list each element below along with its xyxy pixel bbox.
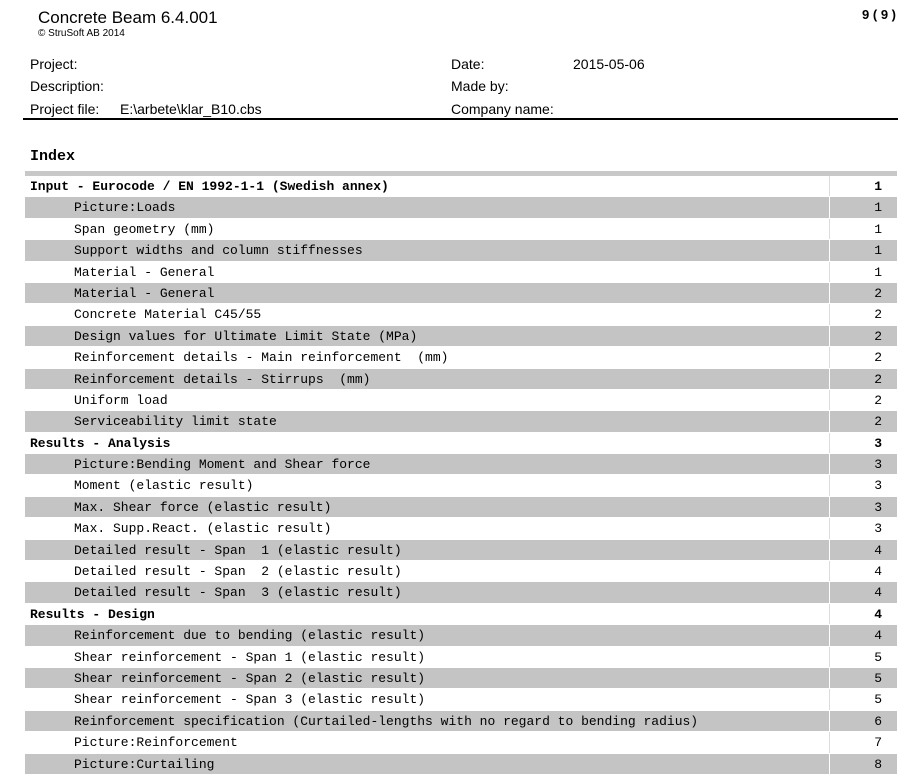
project-file-label: Project file: bbox=[30, 101, 100, 117]
page-ref: 2 bbox=[829, 369, 897, 389]
page-ref: 4 bbox=[829, 540, 897, 560]
page-ref: 2 bbox=[829, 390, 897, 410]
entry-title: Picture:Curtailing bbox=[74, 756, 215, 772]
index-section-row bbox=[25, 432, 897, 453]
entry-title: Design values for Ultimate Limit State (MPa) bbox=[74, 328, 418, 344]
entry-title: Support widths and column stiffnesses bbox=[74, 243, 363, 259]
copyright: © StruSoft AB 2014 bbox=[38, 28, 125, 39]
company-name-label: Company name: bbox=[451, 101, 554, 117]
made-by-label: Made by: bbox=[451, 78, 509, 94]
index-entry-row bbox=[25, 325, 897, 346]
page-ref: 2 bbox=[829, 326, 897, 346]
page-ref: 1 bbox=[829, 219, 897, 239]
index-entry-row bbox=[25, 731, 897, 752]
page-number: 9 ( 9 ) bbox=[862, 7, 896, 22]
index-entry-row bbox=[25, 282, 897, 303]
entry-title: Moment (elastic result) bbox=[74, 478, 254, 494]
page-ref: 4 bbox=[829, 604, 897, 624]
page-ref: 8 bbox=[829, 754, 897, 774]
project-label: Project: bbox=[30, 56, 78, 72]
page-ref: 6 bbox=[829, 711, 897, 731]
entry-title: Reinforcement details - Stirrups (mm) bbox=[74, 371, 371, 387]
index-entry-row bbox=[25, 496, 897, 517]
index-title: Index bbox=[30, 148, 76, 165]
index-section-row bbox=[25, 603, 897, 624]
index-entry-row bbox=[25, 368, 897, 389]
entry-title: Shear reinforcement - Span 2 (elastic result) bbox=[74, 670, 426, 686]
entry-title: Serviceability limit state bbox=[74, 414, 277, 430]
page-ref: 4 bbox=[829, 561, 897, 581]
entry-title: Shear reinforcement - Span 1 (elastic result) bbox=[74, 649, 426, 665]
index-entry-row bbox=[25, 688, 897, 709]
date-label: Date: bbox=[451, 56, 485, 72]
page-ref: 2 bbox=[829, 411, 897, 431]
index-entry-row bbox=[25, 753, 897, 774]
page-ref: 5 bbox=[829, 647, 897, 667]
index-entry-row bbox=[25, 474, 897, 495]
page-ref: 1 bbox=[829, 176, 897, 196]
index-entry-row bbox=[25, 389, 897, 410]
page-ref: 4 bbox=[829, 625, 897, 645]
description-label: Description: bbox=[30, 78, 104, 94]
index-entry-row bbox=[25, 218, 897, 239]
index-entry-row bbox=[25, 667, 897, 688]
entry-title: Detailed result - Span 2 (elastic result) bbox=[74, 564, 402, 580]
project-file-value: E:\arbete\klar_B10.cbs bbox=[120, 101, 262, 117]
entry-title: Concrete Material C45/55 bbox=[74, 307, 262, 323]
page-ref: 5 bbox=[829, 689, 897, 709]
entry-title: Reinforcement specification (Curtailed-lengths with no regard to bending radius) bbox=[74, 713, 699, 729]
index-entry-row bbox=[25, 410, 897, 431]
section-title: Results - Analysis bbox=[30, 435, 171, 451]
header-divider bbox=[23, 118, 898, 120]
entry-title: Max. Supp.React. (elastic result) bbox=[74, 521, 332, 537]
page-ref: 2 bbox=[829, 304, 897, 324]
entry-title: Detailed result - Span 1 (elastic result) bbox=[74, 542, 402, 558]
page-ref: 2 bbox=[829, 283, 897, 303]
index-list bbox=[25, 176, 897, 774]
section-title: Results - Design bbox=[30, 606, 155, 622]
index-entry-row bbox=[25, 710, 897, 731]
entry-title: Shear reinforcement - Span 3 (elastic result) bbox=[74, 692, 426, 708]
index-entry-row bbox=[25, 453, 897, 474]
page-ref: 4 bbox=[829, 582, 897, 602]
date-value: 2015-05-06 bbox=[573, 56, 645, 72]
index-entry-row bbox=[25, 560, 897, 581]
page-ref: 7 bbox=[829, 732, 897, 752]
page-ref: 3 bbox=[829, 518, 897, 538]
entry-title: Material - General bbox=[74, 264, 215, 280]
index-entry-row bbox=[25, 646, 897, 667]
index-entry-row bbox=[25, 581, 897, 602]
page-ref: 3 bbox=[829, 454, 897, 474]
page-ref: 3 bbox=[829, 497, 897, 517]
page-ref: 1 bbox=[829, 197, 897, 217]
app-title: Concrete Beam 6.4.001 bbox=[38, 8, 218, 27]
section-title: Input - Eurocode / EN 1992-1-1 (Swedish annex) bbox=[30, 179, 389, 194]
index-entry-row bbox=[25, 346, 897, 367]
index-entry-row bbox=[25, 539, 897, 560]
index-entry-row bbox=[25, 239, 897, 260]
page-ref: 3 bbox=[829, 433, 897, 453]
entry-title: Picture:Bending Moment and Shear force bbox=[74, 457, 371, 473]
entry-title: Uniform load bbox=[74, 392, 168, 408]
entry-title: Reinforcement details - Main reinforcement (mm) bbox=[74, 350, 449, 366]
entry-title: Reinforcement due to bending (elastic result) bbox=[74, 628, 426, 644]
entry-title: Picture:Reinforcement bbox=[74, 735, 238, 751]
entry-title: Span geometry (mm) bbox=[74, 221, 215, 237]
index-section-row bbox=[25, 176, 897, 196]
page-ref: 2 bbox=[829, 347, 897, 367]
page-ref: 3 bbox=[829, 475, 897, 495]
index-entry-row bbox=[25, 303, 897, 324]
page-ref: 5 bbox=[829, 668, 897, 688]
index-entry-row bbox=[25, 196, 897, 217]
index-entry-row bbox=[25, 624, 897, 645]
page-ref: 1 bbox=[829, 240, 897, 260]
index-entry-row bbox=[25, 517, 897, 538]
entry-title: Detailed result - Span 3 (elastic result) bbox=[74, 585, 402, 601]
entry-title: Material - General bbox=[74, 285, 215, 301]
entry-title: Max. Shear force (elastic result) bbox=[74, 499, 332, 515]
index-entry-row bbox=[25, 261, 897, 282]
page-ref: 1 bbox=[829, 262, 897, 282]
entry-title: Picture:Loads bbox=[74, 200, 176, 216]
